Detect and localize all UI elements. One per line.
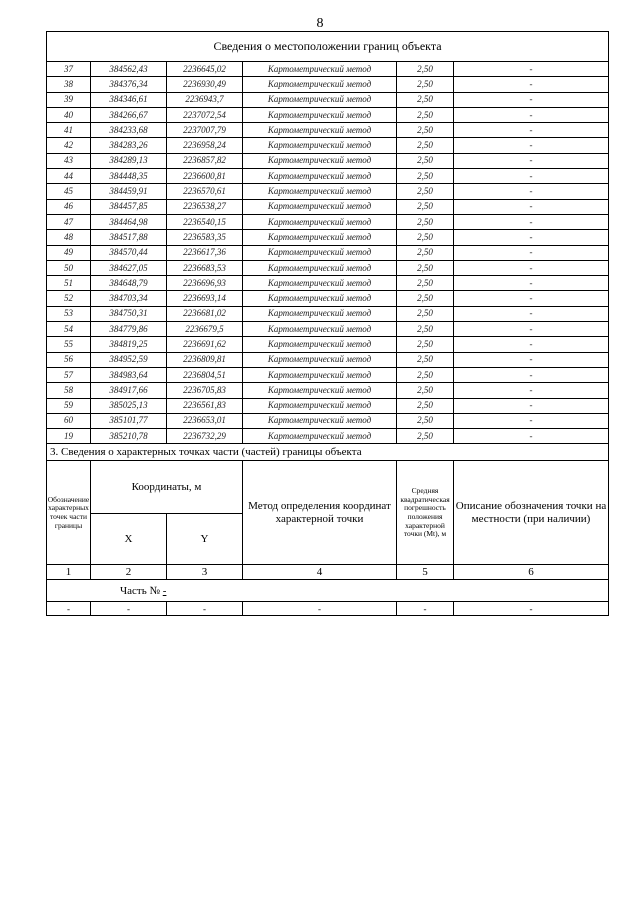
point-number-cell: 42 <box>47 138 91 153</box>
header-accuracy: Средняя квадратическая погрешность положения характерной точки (Mt), м <box>397 461 454 565</box>
y-coordinate-cell: 2236857,82 <box>167 153 243 168</box>
accuracy-cell: 2,50 <box>397 199 454 214</box>
y-coordinate-cell: 2236538,27 <box>167 199 243 214</box>
page-number: 8 <box>316 16 324 31</box>
part-number-label: Часть № <box>120 584 160 597</box>
description-cell: - <box>454 153 609 168</box>
column-number-6: 6 <box>454 565 609 580</box>
method-cell: Картометрический метод <box>243 230 397 245</box>
method-cell: Картометрический метод <box>243 260 397 275</box>
table-row <box>47 352 609 367</box>
method-cell: Картометрический метод <box>243 352 397 367</box>
accuracy-cell: 2,50 <box>397 123 454 138</box>
x-coordinate-cell: 384457,85 <box>91 199 167 214</box>
y-coordinate-cell: 2236696,93 <box>167 276 243 291</box>
description-cell: - <box>454 291 609 306</box>
method-cell: Картометрический метод <box>243 214 397 229</box>
point-number-cell: 39 <box>47 92 91 107</box>
point-number-cell: 37 <box>47 62 91 77</box>
description-cell: - <box>454 398 609 413</box>
accuracy-cell: 2,50 <box>397 230 454 245</box>
x-coordinate-cell: 384459,91 <box>91 184 167 199</box>
point-number-cell: 50 <box>47 260 91 275</box>
y-coordinate-cell: 2236600,81 <box>167 169 243 184</box>
point-number-cell: 41 <box>47 123 91 138</box>
accuracy-cell: 2,50 <box>397 306 454 321</box>
description-cell: - <box>454 429 609 444</box>
table-row <box>47 260 609 275</box>
point-number-cell: 40 <box>47 107 91 122</box>
table-row <box>47 429 609 444</box>
accuracy-cell: 2,50 <box>397 398 454 413</box>
x-coordinate-cell: 384819,25 <box>91 337 167 352</box>
table-row <box>47 291 609 306</box>
y-coordinate-cell: 2236645,02 <box>167 62 243 77</box>
table-row <box>47 276 609 291</box>
y-coordinate-cell: 2236540,15 <box>167 214 243 229</box>
accuracy-cell: 2,50 <box>397 245 454 260</box>
column-number-4: 4 <box>243 565 397 580</box>
accuracy-cell: 2,50 <box>397 62 454 77</box>
y-coordinate-cell: 2236732,29 <box>167 429 243 444</box>
method-cell: Картометрический метод <box>243 107 397 122</box>
table-row <box>47 322 609 337</box>
column-number-3: 3 <box>167 565 243 580</box>
accuracy-cell: 2,50 <box>397 352 454 367</box>
point-number-cell: 52 <box>47 291 91 306</box>
x-coordinate-cell: 384917,66 <box>91 383 167 398</box>
table-row <box>47 92 609 107</box>
x-coordinate-cell: 385025,13 <box>91 398 167 413</box>
method-cell: Картометрический метод <box>243 337 397 352</box>
point-number-cell: 51 <box>47 276 91 291</box>
point-number-cell: 46 <box>47 199 91 214</box>
x-coordinate-cell: 384648,79 <box>91 276 167 291</box>
table-row <box>47 214 609 229</box>
method-cell: Картометрический метод <box>243 367 397 382</box>
point-number-cell: 47 <box>47 214 91 229</box>
table-row <box>47 107 609 122</box>
method-cell: Картометрический метод <box>243 199 397 214</box>
table-row <box>47 199 609 214</box>
table-row <box>47 169 609 184</box>
method-cell: Картометрический метод <box>243 291 397 306</box>
point-number-cell: 59 <box>47 398 91 413</box>
x-coordinate-cell: 384750,31 <box>91 306 167 321</box>
x-coordinate-cell: 384562,43 <box>91 62 167 77</box>
column-number-1: 1 <box>47 565 91 580</box>
point-number-cell: 56 <box>47 352 91 367</box>
table-row <box>47 230 609 245</box>
accuracy-cell: 2,50 <box>397 214 454 229</box>
point-number-cell: 45 <box>47 184 91 199</box>
description-cell: - <box>454 138 609 153</box>
y-coordinate-cell: 2236705,83 <box>167 383 243 398</box>
x-coordinate-cell: 385101,77 <box>91 413 167 428</box>
y-coordinate-cell: 2236681,02 <box>167 306 243 321</box>
y-coordinate-cell: 2236958,24 <box>167 138 243 153</box>
x-coordinate-cell: 384289,13 <box>91 153 167 168</box>
header-point-designation: Обозначение характерных точек части границы <box>47 461 91 565</box>
x-coordinate-cell: 384779,86 <box>91 322 167 337</box>
y-coordinate-cell: 2236570,61 <box>167 184 243 199</box>
method-cell: Картометрический метод <box>243 413 397 428</box>
section-title: Сведения о местоположении границ объекта <box>47 32 609 62</box>
method-cell: Картометрический метод <box>243 92 397 107</box>
x-coordinate-cell: 384983,64 <box>91 367 167 382</box>
empty-cell: - <box>454 602 609 616</box>
description-cell: - <box>454 352 609 367</box>
empty-cell: - <box>167 602 243 616</box>
table-row <box>47 153 609 168</box>
description-cell: - <box>454 199 609 214</box>
description-cell: - <box>454 230 609 245</box>
method-cell: Картометрический метод <box>243 153 397 168</box>
description-cell: - <box>454 337 609 352</box>
description-cell: - <box>454 413 609 428</box>
accuracy-cell: 2,50 <box>397 291 454 306</box>
table-row <box>47 77 609 92</box>
table-row <box>47 62 609 77</box>
accuracy-cell: 2,50 <box>397 77 454 92</box>
part-number-value: - <box>162 584 167 597</box>
description-cell: - <box>454 123 609 138</box>
accuracy-cell: 2,50 <box>397 169 454 184</box>
point-number-cell: 55 <box>47 337 91 352</box>
x-coordinate-cell: 384346,61 <box>91 92 167 107</box>
description-cell: - <box>454 214 609 229</box>
method-cell: Картометрический метод <box>243 123 397 138</box>
header-x: X <box>91 514 167 565</box>
y-coordinate-cell: 2236804,51 <box>167 367 243 382</box>
accuracy-cell: 2,50 <box>397 276 454 291</box>
y-coordinate-cell: 2236583,35 <box>167 230 243 245</box>
accuracy-cell: 2,50 <box>397 413 454 428</box>
table-row <box>47 337 609 352</box>
x-coordinate-cell: 384570,44 <box>91 245 167 260</box>
x-coordinate-cell: 384952,59 <box>91 352 167 367</box>
x-coordinate-cell: 384233,68 <box>91 123 167 138</box>
y-coordinate-cell: 2236693,14 <box>167 291 243 306</box>
accuracy-cell: 2,50 <box>397 184 454 199</box>
boundary-table <box>46 31 609 616</box>
x-coordinate-cell: 384376,34 <box>91 77 167 92</box>
description-cell: - <box>454 92 609 107</box>
point-number-cell: 57 <box>47 367 91 382</box>
method-cell: Картометрический метод <box>243 62 397 77</box>
point-number-cell: 48 <box>47 230 91 245</box>
header-method: Метод определения координат характерной точки <box>243 461 397 565</box>
header-coordinates: Координаты, м <box>91 461 243 514</box>
description-cell: - <box>454 245 609 260</box>
description-cell: - <box>454 306 609 321</box>
description-cell: - <box>454 322 609 337</box>
point-number-cell: 38 <box>47 77 91 92</box>
y-coordinate-cell: 2236809,81 <box>167 352 243 367</box>
accuracy-cell: 2,50 <box>397 367 454 382</box>
empty-cell: - <box>397 602 454 616</box>
table-row <box>47 398 609 413</box>
point-number-cell: 60 <box>47 413 91 428</box>
description-cell: - <box>454 260 609 275</box>
description-cell: - <box>454 107 609 122</box>
description-cell: - <box>454 383 609 398</box>
x-coordinate-cell: 385210,78 <box>91 429 167 444</box>
point-number-cell: 49 <box>47 245 91 260</box>
x-coordinate-cell: 384448,35 <box>91 169 167 184</box>
accuracy-cell: 2,50 <box>397 383 454 398</box>
y-coordinate-cell: 2236679,5 <box>167 322 243 337</box>
method-cell: Картометрический метод <box>243 138 397 153</box>
accuracy-cell: 2,50 <box>397 107 454 122</box>
description-cell: - <box>454 367 609 382</box>
point-number-cell: 58 <box>47 383 91 398</box>
empty-cell: - <box>47 602 91 616</box>
table-row <box>47 184 609 199</box>
x-coordinate-cell: 384266,67 <box>91 107 167 122</box>
empty-cell: - <box>91 602 167 616</box>
table-row <box>47 306 609 321</box>
method-cell: Картометрический метод <box>243 169 397 184</box>
y-coordinate-cell: 2236653,01 <box>167 413 243 428</box>
y-coordinate-cell: 2236617,36 <box>167 245 243 260</box>
x-coordinate-cell: 384283,26 <box>91 138 167 153</box>
y-coordinate-cell: 2236930,49 <box>167 77 243 92</box>
accuracy-cell: 2,50 <box>397 153 454 168</box>
point-number-cell: 54 <box>47 322 91 337</box>
description-cell: - <box>454 62 609 77</box>
method-cell: Картометрический метод <box>243 322 397 337</box>
description-cell: - <box>454 169 609 184</box>
description-cell: - <box>454 77 609 92</box>
accuracy-cell: 2,50 <box>397 138 454 153</box>
method-cell: Картометрический метод <box>243 245 397 260</box>
column-number-2: 2 <box>91 565 167 580</box>
table-row <box>47 138 609 153</box>
empty-cell: - <box>243 602 397 616</box>
x-coordinate-cell: 384627,05 <box>91 260 167 275</box>
accuracy-cell: 2,50 <box>397 260 454 275</box>
y-coordinate-cell: 2236943,7 <box>167 92 243 107</box>
y-coordinate-cell: 2237072,54 <box>167 107 243 122</box>
x-coordinate-cell: 384464,98 <box>91 214 167 229</box>
point-number-cell: 43 <box>47 153 91 168</box>
x-coordinate-cell: 384703,34 <box>91 291 167 306</box>
description-cell: - <box>454 276 609 291</box>
accuracy-cell: 2,50 <box>397 337 454 352</box>
column-number-5: 5 <box>397 565 454 580</box>
method-cell: Картометрический метод <box>243 429 397 444</box>
table-row <box>47 413 609 428</box>
method-cell: Картометрический метод <box>243 398 397 413</box>
description-cell: - <box>454 184 609 199</box>
part-number-row <box>47 580 609 602</box>
point-number-cell: 53 <box>47 306 91 321</box>
y-coordinate-cell: 2237007,79 <box>167 123 243 138</box>
method-cell: Картометрический метод <box>243 276 397 291</box>
method-cell: Картометрический метод <box>243 306 397 321</box>
accuracy-cell: 2,50 <box>397 322 454 337</box>
table-row <box>47 383 609 398</box>
accuracy-cell: 2,50 <box>397 92 454 107</box>
accuracy-cell: 2,50 <box>397 429 454 444</box>
header-y: Y <box>167 514 243 565</box>
table-row <box>47 123 609 138</box>
method-cell: Картометрический метод <box>243 184 397 199</box>
y-coordinate-cell: 2236683,53 <box>167 260 243 275</box>
point-number-cell: 44 <box>47 169 91 184</box>
y-coordinate-cell: 2236691,62 <box>167 337 243 352</box>
x-coordinate-cell: 384517,88 <box>91 230 167 245</box>
method-cell: Картометрический метод <box>243 77 397 92</box>
point-number-cell: 19 <box>47 429 91 444</box>
section3-title: 3. Сведения о характерных точках части (частей) границы объекта <box>47 444 609 461</box>
table-row <box>47 245 609 260</box>
y-coordinate-cell: 2236561,83 <box>167 398 243 413</box>
table-row <box>47 367 609 382</box>
method-cell: Картометрический метод <box>243 383 397 398</box>
header-description: Описание обозначения точки на местности (при наличии) <box>454 461 609 565</box>
